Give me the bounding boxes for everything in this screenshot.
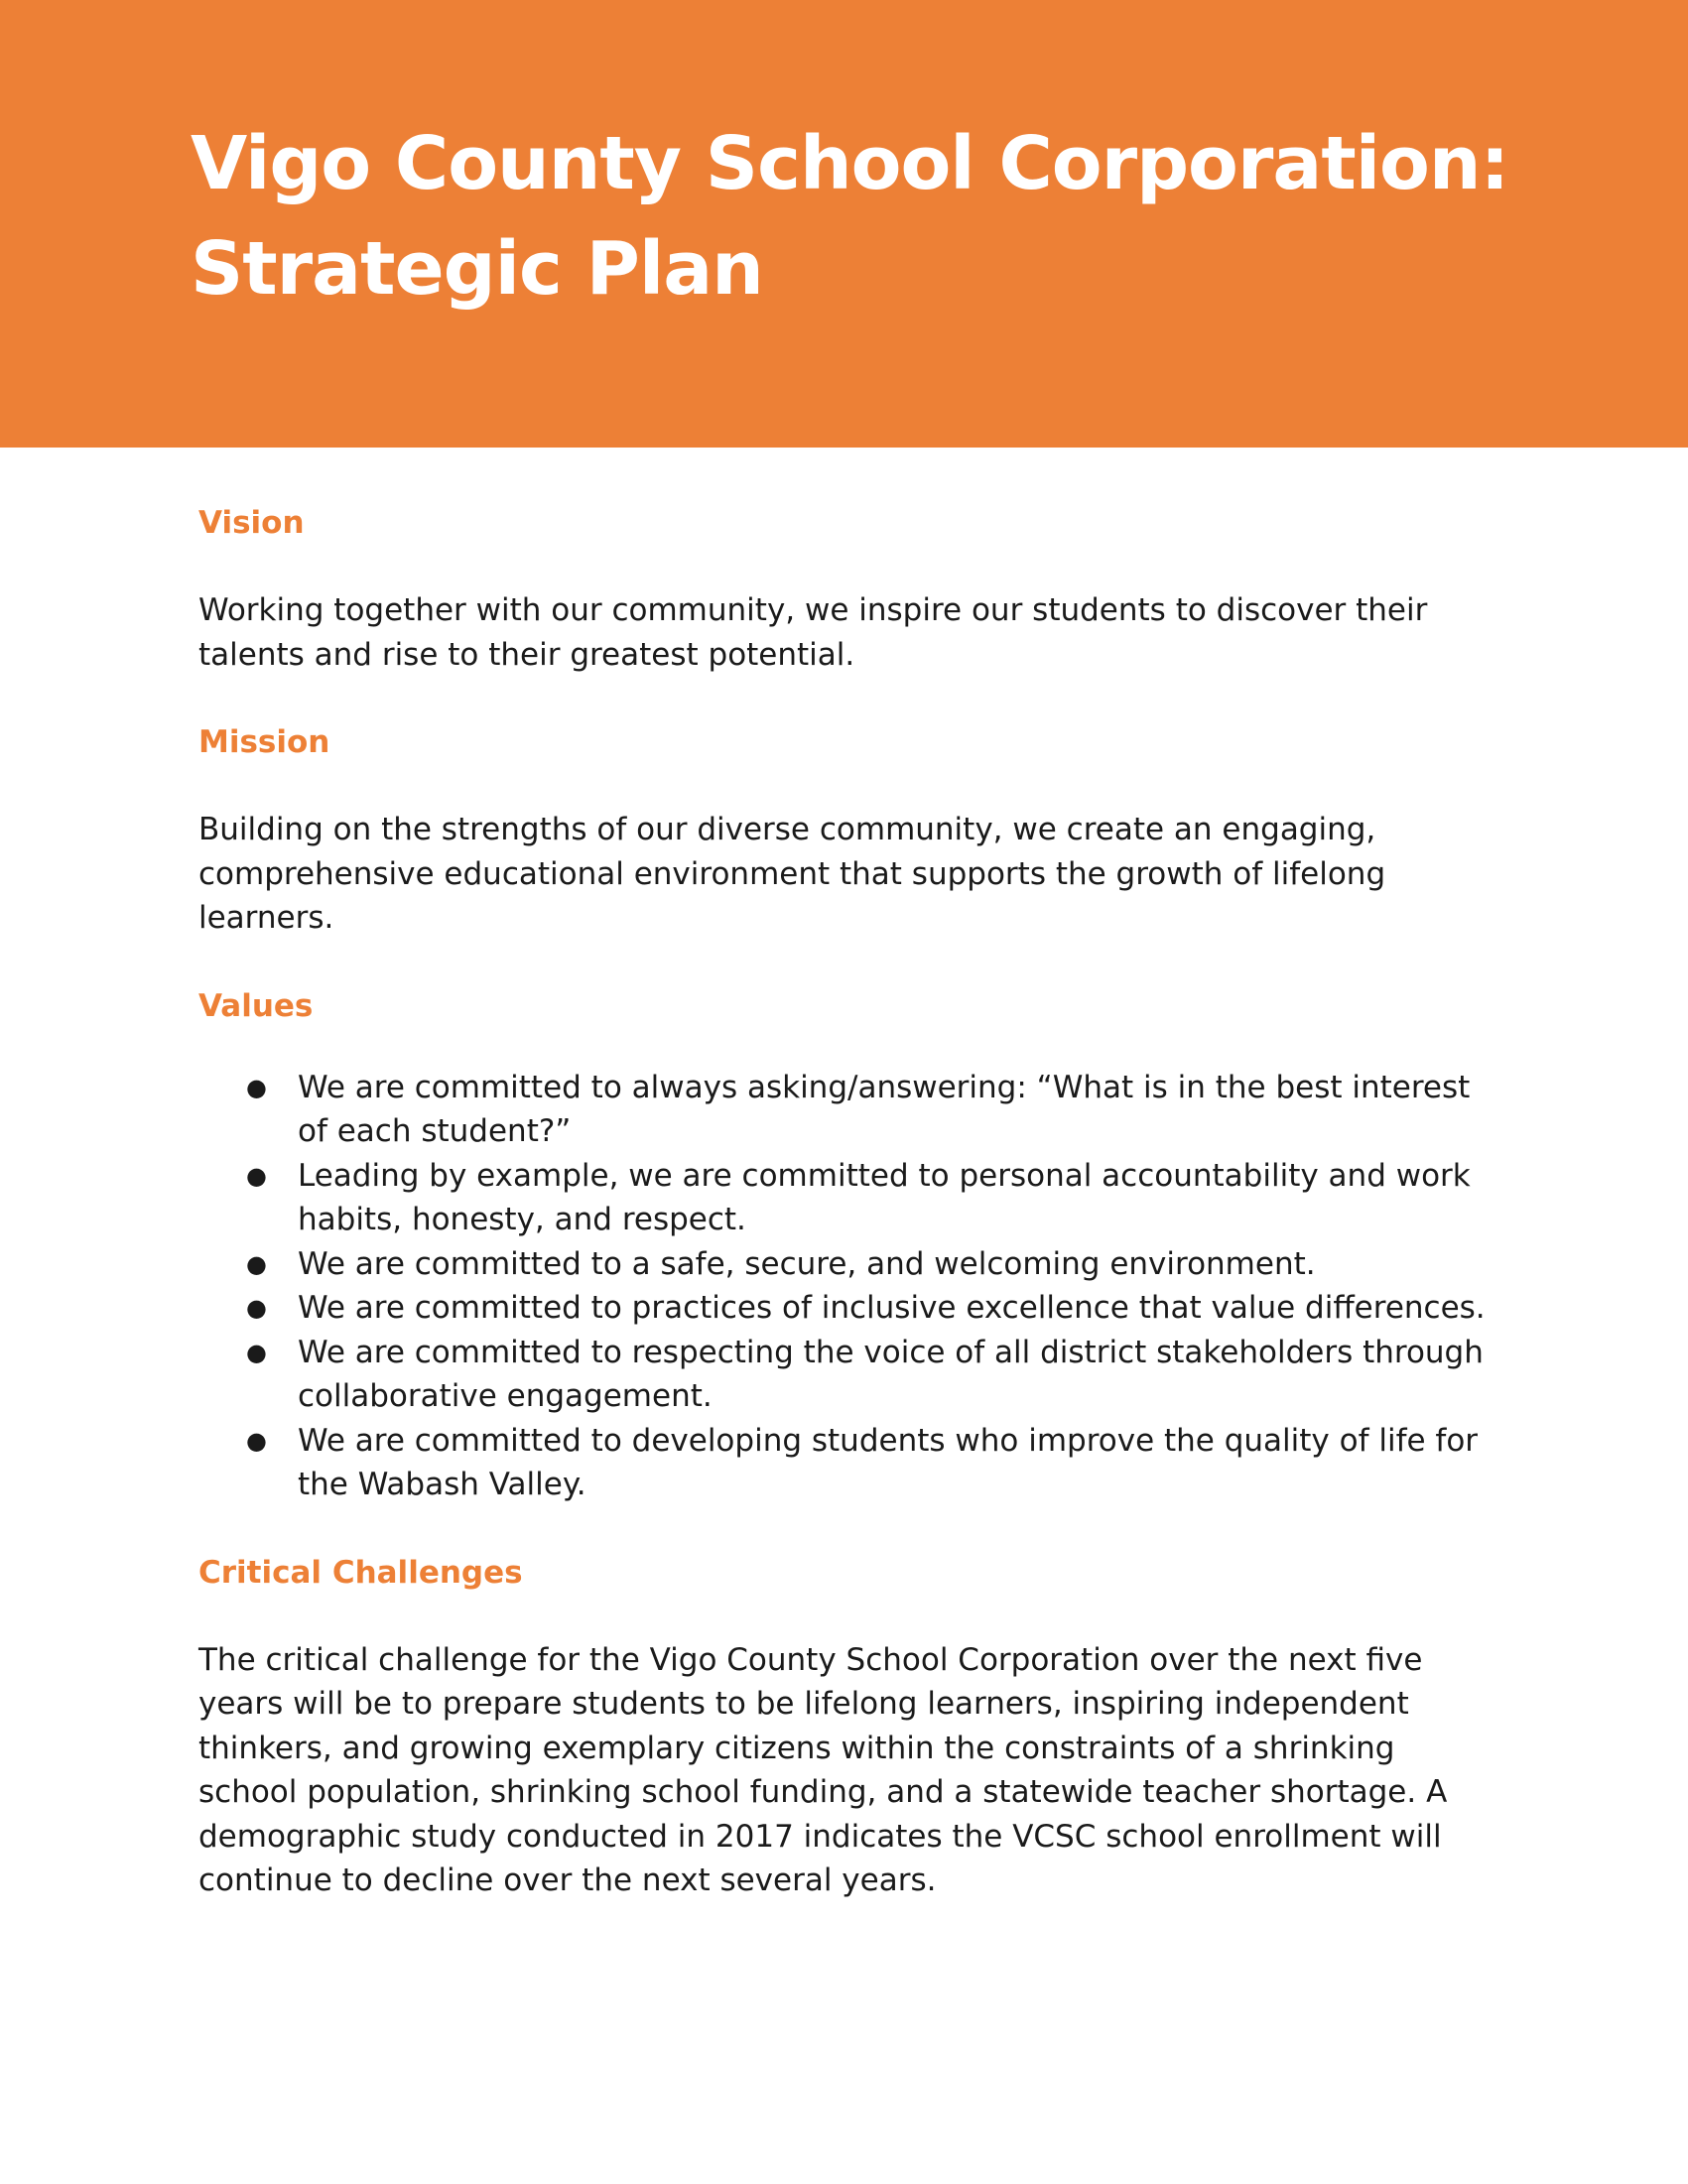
title-line-2: Strategic Plan — [191, 226, 763, 312]
bullet-icon: ● — [246, 1294, 267, 1322]
vision-heading: Vision — [198, 505, 305, 541]
values-heading: Values — [198, 987, 314, 1024]
bullet-icon: ● — [246, 1338, 267, 1366]
title-line-1: Vigo County School Corporation: — [191, 121, 1509, 206]
document-body — [198, 501, 1498, 1903]
values-list-item — [198, 1066, 1498, 1154]
mission-text: Building on the strengths of our diverse community, we create an engaging, comprehensive educational environment that supports the growth of lifelong learners. — [198, 812, 1386, 936]
value-text: Leading by example, we are committed to personal accountability and work habits, honesty, and respect. — [298, 1157, 1471, 1237]
values-list-item — [198, 1242, 1498, 1287]
value-text: We are committed to always asking/answering: “What is in the best interest of each student?” — [298, 1069, 1471, 1149]
bullet-icon: ● — [246, 1249, 267, 1278]
bullet-icon: ● — [246, 1073, 267, 1101]
critical-challenges-text: The critical challenge for the Vigo County School Corporation over the next five years will be to prepare students to be lifelong learners, inspiring independent thinkers, and growing exemplary citizens within the constraints of a shrinking school population, shrinking school funding, and a statewide teacher shortage. A demographic study conducted in 2017 indicates the VCSC school enrollment will continue to decline over the next several years. — [198, 1641, 1448, 1898]
values-list-item — [198, 1419, 1498, 1507]
values-list — [198, 1066, 1498, 1507]
bullet-icon: ● — [246, 1426, 267, 1455]
critical-challenges-heading: Critical Challenges — [198, 1554, 523, 1591]
mission-heading: Mission — [198, 724, 330, 760]
values-list-item — [198, 1286, 1498, 1331]
document-title — [191, 111, 1509, 321]
values-list-item — [198, 1154, 1498, 1242]
values-list-item — [198, 1331, 1498, 1419]
value-text: We are committed to a safe, secure, and welcoming environment. — [298, 1245, 1316, 1282]
bullet-icon: ● — [246, 1161, 267, 1190]
value-text: We are committed to practices of inclusive excellence that value differences. — [298, 1290, 1486, 1326]
value-text: We are committed to developing students who improve the quality of life for the Wabash Valley. — [298, 1422, 1479, 1502]
value-text: We are committed to respecting the voice of all district stakeholders through collaborative engagement. — [298, 1334, 1484, 1414]
vision-text: Working together with our community, we inspire our students to discover their talents and rise to their greatest potential. — [198, 592, 1428, 673]
